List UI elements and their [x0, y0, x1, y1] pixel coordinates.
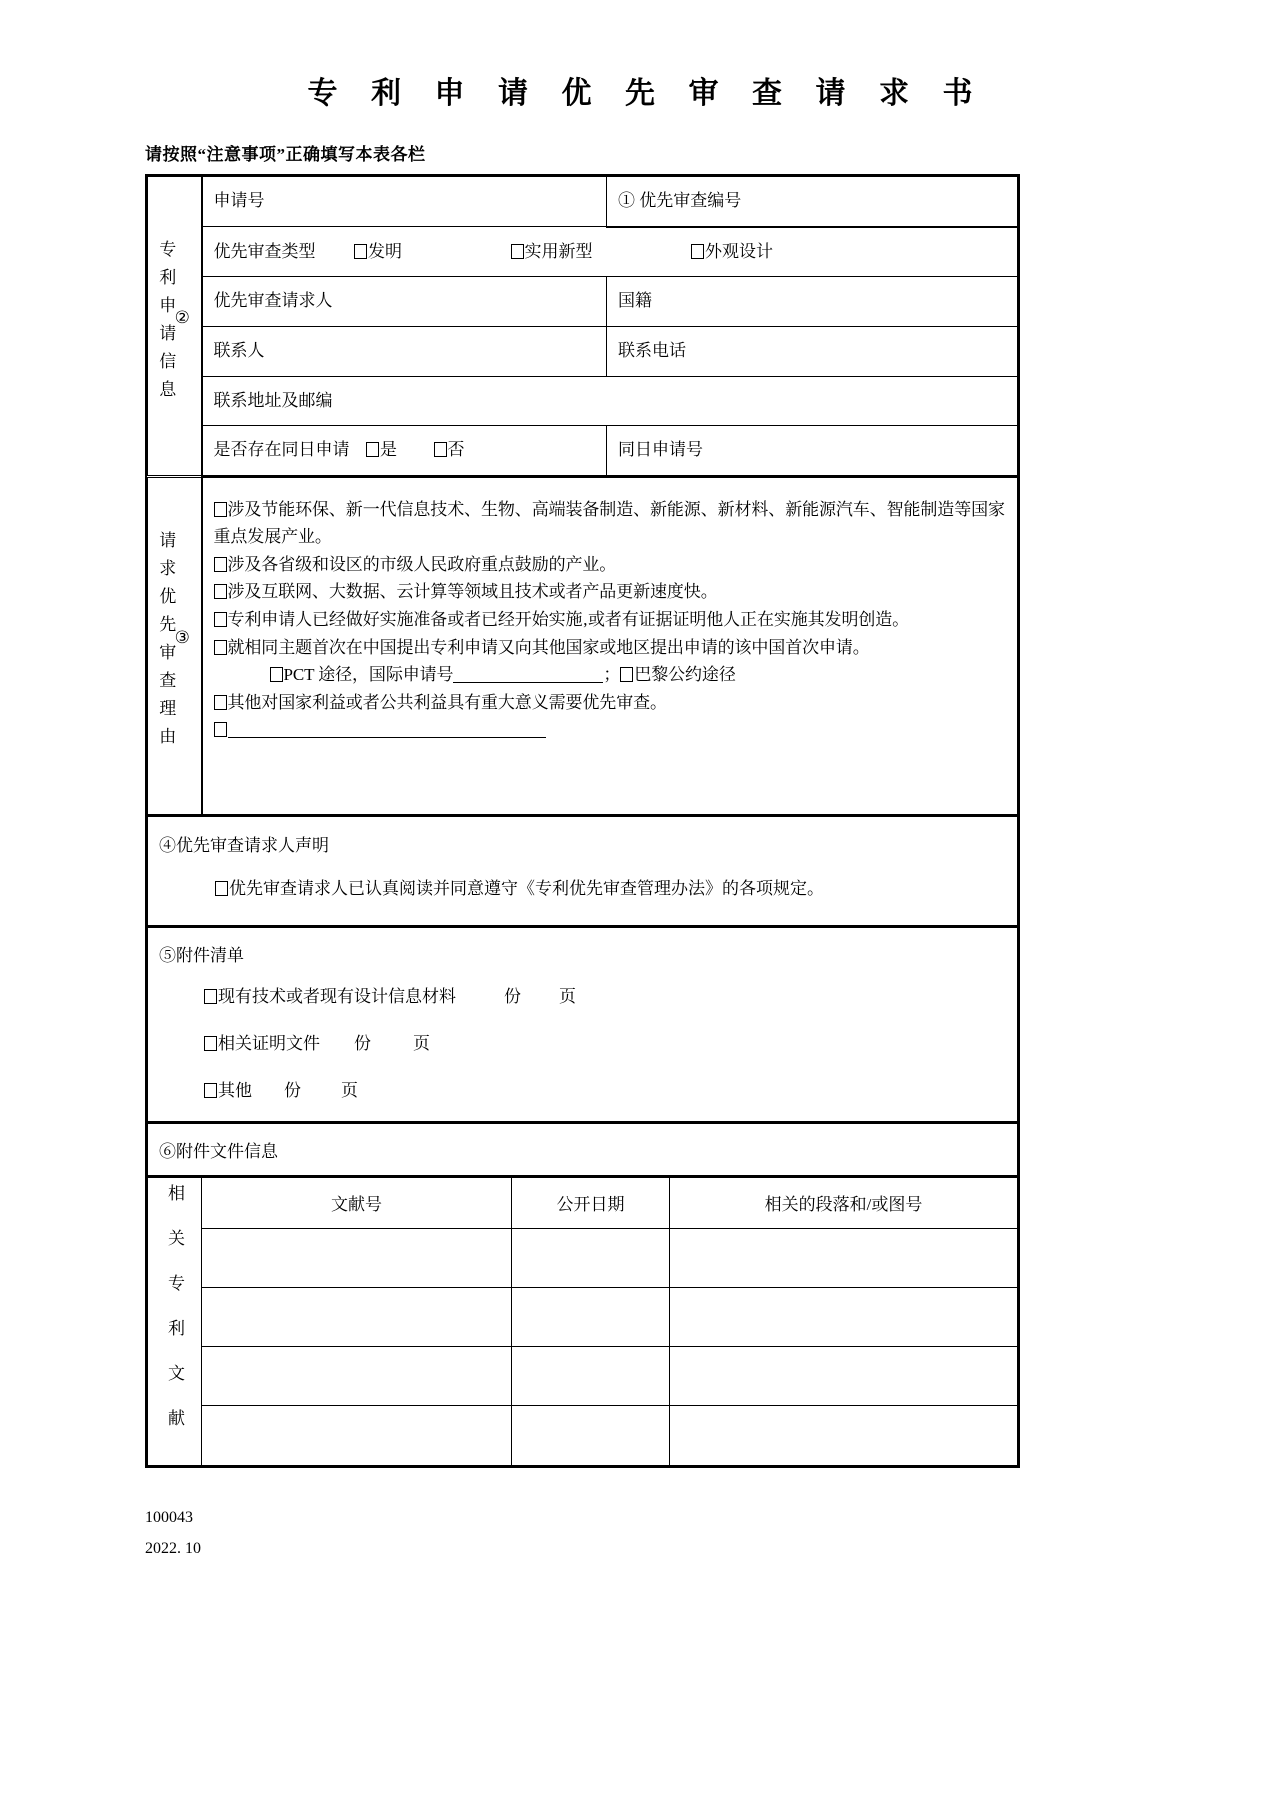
page-footer — [145, 1502, 201, 1564]
attachments-heading: ⑤附件清单 — [159, 945, 244, 965]
reason-item-1 — [214, 496, 1014, 551]
reason-item-3 — [214, 578, 1014, 606]
reference-documents-table — [147, 1177, 1018, 1466]
priority-exam-number-label: ① 优先审查编号 — [618, 191, 742, 210]
attachment-item-3-copies-unit: 份 — [284, 1080, 301, 1100]
checkbox-attachment-3[interactable] — [204, 1083, 217, 1098]
pct-international-number-input[interactable] — [453, 665, 603, 683]
checkbox-reason-other[interactable] — [214, 695, 227, 710]
attachment-item-1-copies-unit: 份 — [504, 986, 521, 1006]
attachment-item-2-copies-unit: 份 — [354, 1033, 371, 1053]
application-number-field[interactable] — [202, 177, 607, 227]
reason-item-2-text: 涉及各省级和设区的市级人民政府重点鼓励的产业。 — [227, 554, 617, 574]
section-2-label-text: 专利申请信息 — [156, 239, 176, 408]
reference-vertical-label-text: 相关专利文献 — [165, 1183, 184, 1454]
cell-paragraphs[interactable] — [670, 1228, 1018, 1287]
same-day-no-label: 否 — [447, 440, 465, 460]
same-day-number-field[interactable] — [607, 426, 1018, 476]
reasons-table — [147, 477, 1018, 816]
cell-doc-number[interactable] — [202, 1347, 512, 1406]
reason-pct-row — [214, 661, 1014, 689]
checkbox-reason-1[interactable] — [214, 502, 227, 517]
pct-separator: ； — [603, 665, 621, 685]
column-header-paragraphs: 相关的段落和/或图号 — [670, 1177, 1018, 1228]
address-field[interactable] — [202, 376, 1018, 426]
table-row — [148, 1347, 1018, 1406]
application-number-label: 申请号 — [213, 191, 265, 211]
nationality-label: 国籍 — [618, 291, 652, 311]
cell-paragraphs[interactable] — [670, 1406, 1018, 1465]
checkbox-attachment-1[interactable] — [204, 989, 217, 1004]
reference-vertical-label — [148, 1177, 202, 1465]
reasons-list — [202, 477, 1018, 815]
checkbox-same-day-no[interactable] — [434, 442, 447, 457]
reason-item-5-text: 就相同主题首次在中国提出专利申请又向其他国家或地区提出申请的该中国首次申请。 — [227, 637, 870, 657]
checkbox-design[interactable] — [691, 244, 704, 259]
applicant-info-table — [147, 176, 1018, 477]
section-3-label-text: 请求优先审查理由 — [156, 531, 176, 756]
attachment-item-3 — [148, 1076, 1017, 1101]
section-2-vertical-label — [148, 177, 202, 476]
cell-paragraphs[interactable] — [670, 1287, 1018, 1346]
file-info-heading: ⑥附件文件信息 — [159, 1141, 278, 1161]
form-code: 100043 — [145, 1509, 193, 1526]
section-3-vertical-label — [148, 477, 202, 815]
reason-item-other — [214, 689, 1014, 717]
cell-paragraphs[interactable] — [670, 1347, 1018, 1406]
paris-route-label: 巴黎公约途径 — [634, 665, 736, 685]
exam-type-label: 优先审查类型 — [213, 241, 316, 261]
attachment-item-2-pages-unit: 页 — [413, 1033, 430, 1053]
exam-type-row — [202, 227, 1018, 277]
same-day-number-label: 同日申请号 — [618, 440, 703, 460]
reason-item-2 — [214, 551, 1014, 579]
requester-label: 优先审查请求人 — [213, 291, 333, 311]
attachment-item-1 — [148, 982, 1017, 1007]
checkbox-same-day-yes[interactable] — [366, 442, 379, 457]
cell-publish-date[interactable] — [512, 1347, 670, 1406]
contact-phone-field[interactable] — [607, 326, 1018, 376]
column-header-publish-date: 公开日期 — [512, 1177, 670, 1228]
same-day-application-row — [202, 426, 607, 476]
cell-publish-date[interactable] — [512, 1228, 670, 1287]
attachment-item-2-label: 相关证明文件 — [218, 1033, 320, 1053]
checkbox-paris-route[interactable] — [620, 667, 633, 682]
attachments-section — [148, 927, 1018, 1122]
page-subtitle: 请按照“注意事项”正确填写本表各栏 — [145, 145, 426, 164]
attachment-item-3-label: 其他 — [218, 1080, 252, 1100]
attachment-item-1-pages-unit: 页 — [559, 986, 576, 1006]
file-info-heading-cell — [148, 1123, 1018, 1176]
exam-type-option-utility-model: 实用新型 — [524, 241, 593, 261]
pct-route-label: PCT 途径，国际申请号 — [283, 665, 454, 685]
form-version-date: 2022. 10 — [145, 1540, 201, 1558]
table-row — [148, 1228, 1018, 1287]
reason-blank-input[interactable] — [228, 720, 546, 738]
contact-person-label: 联系人 — [213, 340, 265, 360]
table-row — [148, 1406, 1018, 1465]
attachment-item-3-pages-unit: 页 — [341, 1080, 358, 1100]
requester-field[interactable] — [202, 277, 607, 327]
page-title: 专 利 申 请 优 先 审 查 请 求 书 — [307, 77, 986, 110]
reason-item-4-text: 专利申请人已经做好实施准备或者已经开始实施‚或者有证据证明他人正在实施其发明创造。 — [227, 609, 910, 629]
attachments-table — [147, 927, 1018, 1123]
address-label: 联系地址及邮编 — [213, 390, 333, 410]
column-header-doc-number: 文献号 — [202, 1177, 512, 1228]
declaration-heading: ④优先审查请求人声明 — [159, 835, 329, 855]
cell-doc-number[interactable] — [202, 1406, 512, 1465]
declaration-table — [147, 816, 1018, 927]
exam-type-option-design: 外观设计 — [705, 241, 773, 261]
cell-publish-date[interactable] — [512, 1406, 670, 1465]
reason-item-3-text: 涉及互联网、大数据、云计算等领域且技术或者产品更新速度快。 — [227, 582, 718, 602]
same-day-label: 是否存在同日申请 — [213, 440, 350, 460]
checkbox-reason-blank[interactable] — [214, 722, 227, 737]
form-table — [145, 174, 1020, 1468]
contact-person-field[interactable] — [202, 326, 607, 376]
cell-doc-number[interactable] — [202, 1287, 512, 1346]
checkbox-attachment-2[interactable] — [204, 1036, 217, 1051]
table-row — [148, 1287, 1018, 1346]
checkbox-utility-model[interactable] — [511, 244, 524, 259]
contact-phone-label: 联系电话 — [618, 340, 686, 360]
section-3-number: ③ — [173, 627, 193, 659]
file-info-heading-table — [147, 1123, 1018, 1177]
declaration-statement-row — [159, 874, 1017, 899]
same-day-yes-label: 是 — [380, 440, 397, 460]
reason-item-1-text: 涉及节能环保、新一代信息技术、生物、高端装备制造、新能源、新材料、新能源汽车、智能制造等国家重点发展产业。 — [213, 499, 1005, 547]
reason-item-blank — [214, 716, 1014, 744]
priority-exam-number-field[interactable] — [607, 177, 1018, 227]
declaration-section — [148, 816, 1018, 926]
cell-doc-number[interactable] — [202, 1228, 512, 1287]
section-2-number: ② — [173, 308, 193, 340]
checkbox-reason-4[interactable] — [214, 612, 227, 627]
checkbox-invention[interactable] — [354, 244, 367, 259]
cell-publish-date[interactable] — [512, 1287, 670, 1346]
attachment-item-1-label: 现有技术或者现有设计信息材料 — [218, 986, 456, 1006]
checkbox-reason-3[interactable] — [214, 584, 227, 599]
checkbox-pct-route[interactable] — [270, 667, 283, 682]
reason-item-4 — [214, 606, 1014, 634]
checkbox-reason-2[interactable] — [214, 557, 227, 572]
reason-item-5 — [214, 634, 1014, 662]
checkbox-reason-5[interactable] — [214, 640, 227, 655]
reason-item-other-text: 其他对国家利益或者公共利益具有重大意义需要优先审查。 — [227, 692, 667, 712]
exam-type-option-invention: 发明 — [368, 241, 402, 261]
attachment-item-2 — [148, 1029, 1017, 1054]
declaration-statement-text: 优先审查请求人已认真阅读并同意遵守《专利优先审查管理办法》的各项规定。 — [229, 878, 824, 898]
nationality-field[interactable] — [607, 277, 1018, 327]
checkbox-declaration[interactable] — [215, 881, 228, 896]
